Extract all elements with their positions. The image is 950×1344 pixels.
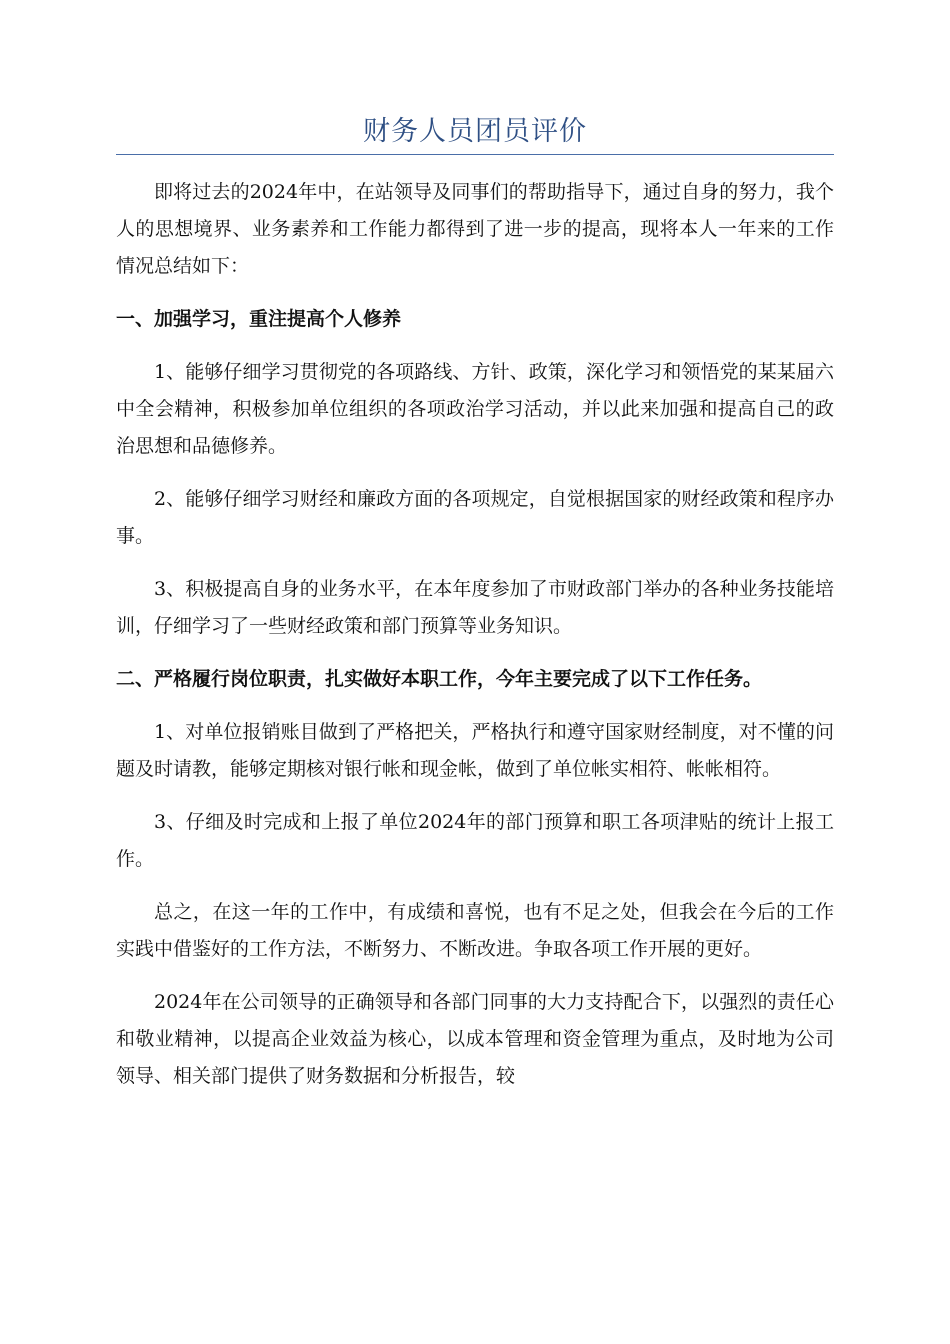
body-paragraph: 3、仔细及时完成和上报了单位2024年的部门预算和职工各项津贴的统计上报工作。	[116, 811, 834, 870]
body-paragraph: 1、对单位报销账目做到了严格把关，严格执行和遵守国家财经制度，对不懂的问题及时请教，能够定期核对银行帐和现金帐，做到了单位帐实相符、帐帐相符。	[116, 721, 834, 780]
document-title: 财务人员团员评价	[363, 116, 587, 147]
intro-paragraph: 即将过去的2024年中，在站领导及同事们的帮助指导下，通过自身的努力，我个人的思想境界、业务素养和工作能力都得到了进一步的提高，现将本人一年来的工作情况总结如下：	[116, 181, 834, 277]
section-heading-1: 一、加强学习，重注提高个人修养	[116, 308, 402, 330]
document-body	[116, 174, 834, 1111]
summary-paragraph: 总之，在这一年的工作中，有成绩和喜悦，也有不足之处，但我会在今后的工作实践中借鉴好的工作方法，不断努力、不断改进。争取各项工作开展的更好。	[116, 901, 834, 960]
body-paragraph: 3、积极提高自身的业务水平，在本年度参加了市财政部门举办的各种业务技能培训，仔细学习了一些财经政策和部门预算等业务知识。	[116, 578, 834, 637]
body-paragraph: 2024年在公司领导的正确领导和各部门同事的大力支持配合下，以强烈的责任心和敬业精神，以提高企业效益为核心，以成本管理和资金管理为重点，及时地为公司领导、相关部门提供了财务数据和分析报告，较	[116, 991, 834, 1087]
body-paragraph: 2、能够仔细学习财经和廉政方面的各项规定，自觉根据国家的财经政策和程序办事。	[116, 488, 834, 547]
title-underline	[116, 154, 834, 155]
section-heading-2: 二、严格履行岗位职责，扎实做好本职工作，今年主要完成了以下工作任务。	[116, 668, 763, 690]
body-paragraph: 1、能够仔细学习贯彻党的各项路线、方针、政策，深化学习和领悟党的某某届六中全会精神，积极参加单位组织的各项政治学习活动，并以此来加强和提高自己的政治思想和品德修养。	[116, 361, 834, 457]
